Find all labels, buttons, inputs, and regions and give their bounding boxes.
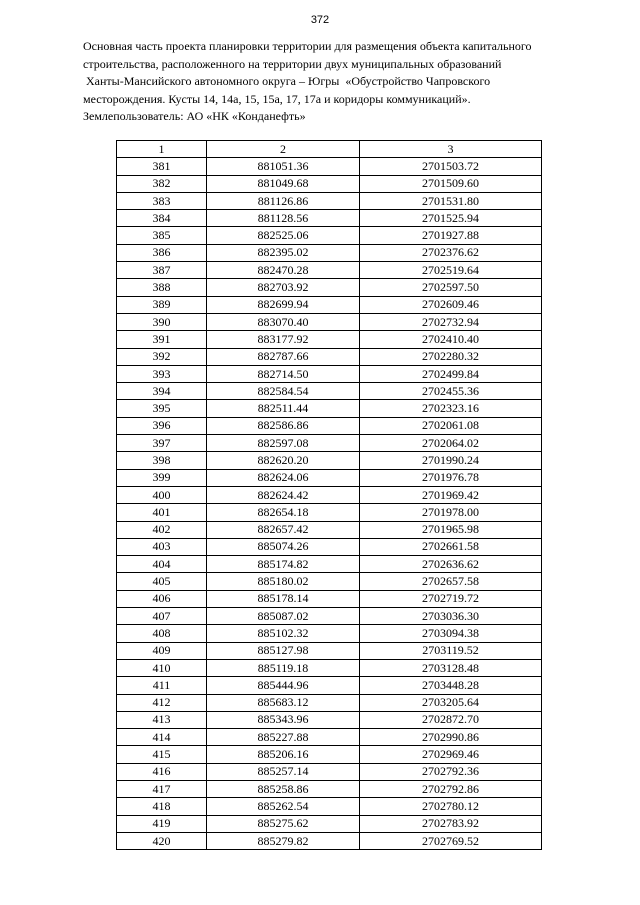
table-row (117, 331, 542, 348)
y-coordinate-cell: 2701531.80 (360, 192, 542, 209)
table-row (117, 365, 542, 382)
point-number-cell: 410 (117, 659, 207, 676)
y-coordinate-cell: 2702609.46 (360, 296, 542, 313)
y-coordinate-cell: 2701965.98 (360, 521, 542, 538)
x-coordinate-cell: 885206.16 (207, 746, 360, 763)
point-number-cell: 404 (117, 556, 207, 573)
point-number-cell: 415 (117, 746, 207, 763)
point-number-cell: 419 (117, 815, 207, 832)
table-row (117, 780, 542, 797)
y-coordinate-cell: 2702792.36 (360, 763, 542, 780)
point-number-cell: 414 (117, 729, 207, 746)
header-line: Основная часть проекта планировки территории для размещения объекта капитального (83, 39, 532, 53)
x-coordinate-cell: 885227.88 (207, 729, 360, 746)
y-coordinate-cell: 2701990.24 (360, 452, 542, 469)
y-coordinate-cell: 2702061.08 (360, 417, 542, 434)
x-coordinate-cell: 882525.06 (207, 227, 360, 244)
y-coordinate-cell: 2702969.46 (360, 746, 542, 763)
document-header (83, 38, 553, 126)
y-coordinate-cell: 2702280.32 (360, 348, 542, 365)
x-coordinate-cell: 885444.96 (207, 677, 360, 694)
x-coordinate-cell: 882470.28 (207, 262, 360, 279)
x-coordinate-cell: 885279.82 (207, 832, 360, 849)
x-coordinate-cell: 882654.18 (207, 504, 360, 521)
point-number-cell: 388 (117, 279, 207, 296)
point-number-cell: 396 (117, 417, 207, 434)
point-number-cell: 401 (117, 504, 207, 521)
y-coordinate-cell: 2703094.38 (360, 625, 542, 642)
y-coordinate-cell: 2702064.02 (360, 435, 542, 452)
table-row (117, 832, 542, 849)
point-number-cell: 411 (117, 677, 207, 694)
table-row (117, 452, 542, 469)
table-row (117, 659, 542, 676)
point-number-cell: 397 (117, 435, 207, 452)
y-coordinate-cell: 2703448.28 (360, 677, 542, 694)
page-number: 372 (310, 14, 330, 26)
point-number-cell: 409 (117, 642, 207, 659)
column-header: 2 (207, 141, 360, 158)
x-coordinate-cell: 882620.20 (207, 452, 360, 469)
table-row (117, 192, 542, 209)
x-coordinate-cell: 885257.14 (207, 763, 360, 780)
y-coordinate-cell: 2702519.64 (360, 262, 542, 279)
point-number-cell: 407 (117, 608, 207, 625)
y-coordinate-cell: 2702636.62 (360, 556, 542, 573)
y-coordinate-cell: 2701503.72 (360, 158, 542, 175)
table-row (117, 729, 542, 746)
x-coordinate-cell: 882395.02 (207, 244, 360, 261)
y-coordinate-cell: 2702657.58 (360, 573, 542, 590)
table-row (117, 279, 542, 296)
x-coordinate-cell: 883177.92 (207, 331, 360, 348)
point-number-cell: 403 (117, 538, 207, 555)
x-coordinate-cell: 885174.82 (207, 556, 360, 573)
point-number-cell: 420 (117, 832, 207, 849)
y-coordinate-cell: 2702719.72 (360, 590, 542, 607)
table-row (117, 435, 542, 452)
y-coordinate-cell: 2701509.60 (360, 175, 542, 192)
table-row (117, 296, 542, 313)
x-coordinate-cell: 881051.36 (207, 158, 360, 175)
table-row (117, 521, 542, 538)
y-coordinate-cell: 2703128.48 (360, 659, 542, 676)
header-line: месторождения. Кусты 14, 14а, 15, 15а, 17, 17а и коридоры коммуникаций». (83, 91, 471, 106)
table-row (117, 694, 542, 711)
table-row (117, 746, 542, 763)
point-number-cell: 395 (117, 400, 207, 417)
point-number-cell: 398 (117, 452, 207, 469)
point-number-cell: 399 (117, 469, 207, 486)
y-coordinate-cell: 2701525.94 (360, 210, 542, 227)
table-row (117, 262, 542, 279)
x-coordinate-cell: 882787.66 (207, 348, 360, 365)
table-row (117, 504, 542, 521)
point-number-cell: 387 (117, 262, 207, 279)
y-coordinate-cell: 2701976.78 (360, 469, 542, 486)
point-number-cell: 402 (117, 521, 207, 538)
table-row (117, 711, 542, 728)
x-coordinate-cell: 885087.02 (207, 608, 360, 625)
y-coordinate-cell: 2701927.88 (360, 227, 542, 244)
table-row (117, 313, 542, 330)
x-coordinate-cell: 885683.12 (207, 694, 360, 711)
x-coordinate-cell: 882511.44 (207, 400, 360, 417)
table-row (117, 815, 542, 832)
x-coordinate-cell: 881049.68 (207, 175, 360, 192)
point-number-cell: 416 (117, 763, 207, 780)
x-coordinate-cell: 885343.96 (207, 711, 360, 728)
y-coordinate-cell: 2702323.16 (360, 400, 542, 417)
x-coordinate-cell: 882624.42 (207, 486, 360, 503)
table-row (117, 175, 542, 192)
point-number-cell: 381 (117, 158, 207, 175)
x-coordinate-cell: 882584.54 (207, 383, 360, 400)
y-coordinate-cell: 2703119.52 (360, 642, 542, 659)
point-number-cell: 400 (117, 486, 207, 503)
point-number-cell: 384 (117, 210, 207, 227)
table-row (117, 417, 542, 434)
table-row (117, 798, 542, 815)
column-header: 3 (360, 141, 542, 158)
point-number-cell: 406 (117, 590, 207, 607)
y-coordinate-cell: 2702792.86 (360, 780, 542, 797)
y-coordinate-cell: 2702769.52 (360, 832, 542, 849)
point-number-cell: 383 (117, 192, 207, 209)
table-header-row (117, 141, 542, 158)
x-coordinate-cell: 885275.62 (207, 815, 360, 832)
y-coordinate-cell: 2702783.92 (360, 815, 542, 832)
point-number-cell: 408 (117, 625, 207, 642)
point-number-cell: 405 (117, 573, 207, 590)
table-row (117, 158, 542, 175)
point-number-cell: 394 (117, 383, 207, 400)
table-row (117, 763, 542, 780)
point-number-cell: 392 (117, 348, 207, 365)
table-row (117, 556, 542, 573)
table-row (117, 573, 542, 590)
y-coordinate-cell: 2703205.64 (360, 694, 542, 711)
x-coordinate-cell: 882699.94 (207, 296, 360, 313)
table-row (117, 348, 542, 365)
x-coordinate-cell: 885119.18 (207, 659, 360, 676)
x-coordinate-cell: 882703.92 (207, 279, 360, 296)
header-line: Ханты-Мансийского автономного округа – Югры «Обустройство Чапровского (83, 74, 491, 88)
table-row (117, 400, 542, 417)
y-coordinate-cell: 2702661.58 (360, 538, 542, 555)
point-number-cell: 393 (117, 365, 207, 382)
point-number-cell: 382 (117, 175, 207, 192)
table-row (117, 625, 542, 642)
x-coordinate-cell: 881128.56 (207, 210, 360, 227)
table-row (117, 538, 542, 555)
header-line: строительства, расположенного на территории двух муниципальных образований (83, 56, 502, 71)
x-coordinate-cell: 882597.08 (207, 435, 360, 452)
table-row (117, 642, 542, 659)
point-number-cell: 390 (117, 313, 207, 330)
x-coordinate-cell: 885262.54 (207, 798, 360, 815)
point-number-cell: 413 (117, 711, 207, 728)
point-number-cell: 389 (117, 296, 207, 313)
y-coordinate-cell: 2701969.42 (360, 486, 542, 503)
point-number-cell: 385 (117, 227, 207, 244)
point-number-cell: 417 (117, 780, 207, 797)
x-coordinate-cell: 881126.86 (207, 192, 360, 209)
table-row (117, 590, 542, 607)
point-number-cell: 418 (117, 798, 207, 815)
y-coordinate-cell: 2702872.70 (360, 711, 542, 728)
table-row (117, 469, 542, 486)
x-coordinate-cell: 885102.32 (207, 625, 360, 642)
point-number-cell: 412 (117, 694, 207, 711)
table-row (117, 244, 542, 261)
point-number-cell: 386 (117, 244, 207, 261)
table-row (117, 227, 542, 244)
x-coordinate-cell: 882624.06 (207, 469, 360, 486)
y-coordinate-cell: 2702732.94 (360, 313, 542, 330)
column-header: 1 (117, 141, 207, 158)
table-body (117, 158, 542, 850)
x-coordinate-cell: 885127.98 (207, 642, 360, 659)
y-coordinate-cell: 2702376.62 (360, 244, 542, 261)
x-coordinate-cell: 885180.02 (207, 573, 360, 590)
y-coordinate-cell: 2702410.40 (360, 331, 542, 348)
x-coordinate-cell: 882586.86 (207, 417, 360, 434)
y-coordinate-cell: 2702990.86 (360, 729, 542, 746)
x-coordinate-cell: 882714.50 (207, 365, 360, 382)
x-coordinate-cell: 885258.86 (207, 780, 360, 797)
table-row (117, 486, 542, 503)
point-number-cell: 391 (117, 331, 207, 348)
table-row (117, 210, 542, 227)
x-coordinate-cell: 882657.42 (207, 521, 360, 538)
y-coordinate-cell: 2702597.50 (360, 279, 542, 296)
x-coordinate-cell: 885178.14 (207, 590, 360, 607)
x-coordinate-cell: 885074.26 (207, 538, 360, 555)
table-row (117, 608, 542, 625)
y-coordinate-cell: 2703036.30 (360, 608, 542, 625)
coordinates-table (116, 140, 542, 850)
x-coordinate-cell: 883070.40 (207, 313, 360, 330)
y-coordinate-cell: 2702455.36 (360, 383, 542, 400)
y-coordinate-cell: 2702780.12 (360, 798, 542, 815)
y-coordinate-cell: 2701978.00 (360, 504, 542, 521)
table-row (117, 677, 542, 694)
header-line: Землепользователь: АО «НК «Конданефть» (83, 109, 306, 123)
table-row (117, 383, 542, 400)
y-coordinate-cell: 2702499.84 (360, 365, 542, 382)
